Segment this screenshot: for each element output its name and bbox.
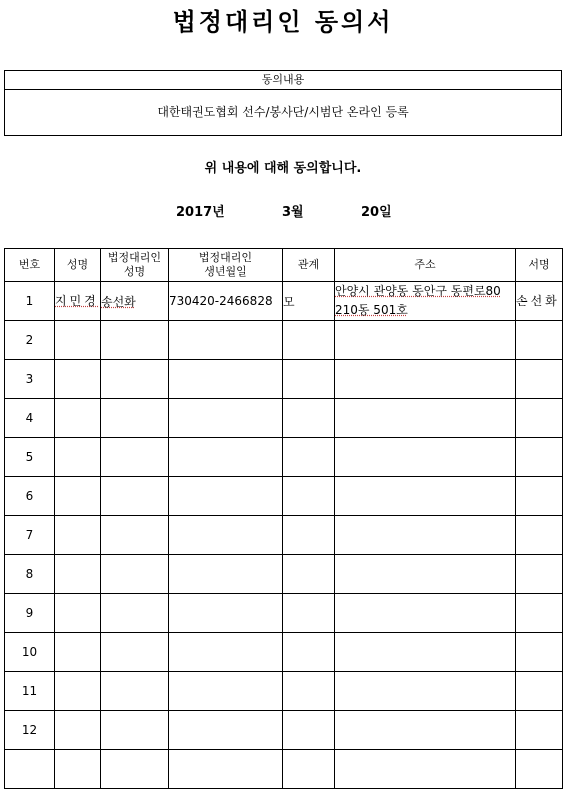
relation[interactable] bbox=[283, 711, 335, 750]
guardian-birthdate[interactable] bbox=[169, 555, 283, 594]
header-signature: 서명 bbox=[516, 249, 563, 282]
signature[interactable] bbox=[516, 360, 563, 399]
guardian-birthdate[interactable] bbox=[169, 438, 283, 477]
row-number: 2 bbox=[5, 321, 55, 360]
guardian-name[interactable] bbox=[101, 321, 169, 360]
signature[interactable] bbox=[516, 321, 563, 360]
relation[interactable] bbox=[283, 321, 335, 360]
guardian-birthdate[interactable] bbox=[169, 477, 283, 516]
guardian-birthdate[interactable] bbox=[169, 360, 283, 399]
guardian-name[interactable] bbox=[101, 555, 169, 594]
signature[interactable] bbox=[516, 672, 563, 711]
student-name[interactable] bbox=[55, 750, 101, 789]
student-name[interactable] bbox=[55, 399, 101, 438]
table-row bbox=[5, 282, 563, 321]
relation[interactable]: 모 bbox=[283, 282, 335, 321]
signature[interactable]: 손선화 bbox=[516, 282, 563, 321]
guardian-name[interactable] bbox=[101, 711, 169, 750]
agreement-content: 대한태권도협회 선수/봉사단/시범단 온라인 등록 bbox=[157, 105, 409, 119]
date-month: 3월 bbox=[282, 205, 304, 220]
address[interactable] bbox=[335, 633, 516, 672]
guardian-birthdate[interactable] bbox=[169, 672, 283, 711]
header-relation: 관계 bbox=[283, 249, 335, 282]
guardian-birthdate[interactable] bbox=[169, 633, 283, 672]
agreement-box bbox=[4, 70, 562, 136]
student-name[interactable] bbox=[55, 672, 101, 711]
table-row bbox=[5, 516, 563, 555]
row-number: 12 bbox=[5, 711, 55, 750]
table-row bbox=[5, 711, 563, 750]
guardian-birthdate[interactable] bbox=[169, 516, 283, 555]
table-row bbox=[5, 750, 563, 789]
header-guardian-birth-line2: 생년월일 bbox=[204, 265, 247, 278]
guardian-name[interactable] bbox=[101, 516, 169, 555]
table-row bbox=[5, 633, 563, 672]
signature[interactable] bbox=[516, 750, 563, 789]
student-name[interactable] bbox=[55, 594, 101, 633]
relation[interactable] bbox=[283, 360, 335, 399]
row-number: 9 bbox=[5, 594, 55, 633]
header-address: 주소 bbox=[335, 249, 516, 282]
relation[interactable] bbox=[283, 555, 335, 594]
consent-table bbox=[4, 248, 563, 789]
row-number: 10 bbox=[5, 633, 55, 672]
relation[interactable] bbox=[283, 672, 335, 711]
table-row bbox=[5, 360, 563, 399]
header-guardian-name-line2: 성명 bbox=[123, 265, 146, 278]
guardian-name[interactable] bbox=[101, 477, 169, 516]
guardian-birthdate[interactable] bbox=[169, 594, 283, 633]
table-row bbox=[5, 321, 563, 360]
student-name[interactable] bbox=[55, 711, 101, 750]
guardian-name[interactable] bbox=[101, 399, 169, 438]
header-guardian-birth-line1: 법정대리인 bbox=[198, 251, 253, 264]
row-number bbox=[5, 750, 55, 789]
address[interactable] bbox=[335, 750, 516, 789]
table-row bbox=[5, 399, 563, 438]
agreement-header: 동의내용 bbox=[5, 71, 561, 90]
relation[interactable] bbox=[283, 438, 335, 477]
signature[interactable] bbox=[516, 477, 563, 516]
table-row bbox=[5, 438, 563, 477]
guardian-birthdate[interactable]: 730420-2466828 bbox=[169, 282, 283, 321]
address[interactable] bbox=[335, 711, 516, 750]
row-number: 7 bbox=[5, 516, 55, 555]
signature[interactable] bbox=[516, 438, 563, 477]
guardian-birthdate[interactable] bbox=[169, 750, 283, 789]
agreement-sentence: 위 내용에 대해 동의합니다. bbox=[204, 161, 362, 176]
address[interactable] bbox=[335, 399, 516, 438]
student-name[interactable] bbox=[55, 477, 101, 516]
table-row bbox=[5, 477, 563, 516]
row-number: 3 bbox=[5, 360, 55, 399]
row-number: 11 bbox=[5, 672, 55, 711]
header-guardian-name-line1: 법정대리인 bbox=[107, 251, 162, 264]
guardian-name[interactable]: 송선화 bbox=[101, 282, 169, 321]
guardian-name[interactable] bbox=[101, 594, 169, 633]
signature[interactable] bbox=[516, 399, 563, 438]
relation[interactable] bbox=[283, 477, 335, 516]
guardian-name[interactable] bbox=[101, 672, 169, 711]
table-row bbox=[5, 594, 563, 633]
relation[interactable] bbox=[283, 516, 335, 555]
student-name[interactable] bbox=[55, 633, 101, 672]
relation[interactable] bbox=[283, 594, 335, 633]
address[interactable]: 안양시 관양동 동안구 동편로80 210동 501호 bbox=[335, 282, 516, 321]
address[interactable] bbox=[335, 594, 516, 633]
student-name[interactable] bbox=[55, 321, 101, 360]
relation[interactable] bbox=[283, 633, 335, 672]
guardian-name[interactable] bbox=[101, 438, 169, 477]
row-number: 5 bbox=[5, 438, 55, 477]
row-number: 1 bbox=[5, 282, 55, 321]
row-number: 8 bbox=[5, 555, 55, 594]
row-number: 4 bbox=[5, 399, 55, 438]
header-guardian-birth bbox=[169, 249, 283, 282]
signature[interactable] bbox=[516, 555, 563, 594]
header-no: 번호 bbox=[5, 249, 55, 282]
signature[interactable] bbox=[516, 594, 563, 633]
row-number: 6 bbox=[5, 477, 55, 516]
student-name[interactable]: 지민경 bbox=[55, 282, 101, 321]
address[interactable] bbox=[335, 516, 516, 555]
address[interactable] bbox=[335, 477, 516, 516]
guardian-name[interactable] bbox=[101, 360, 169, 399]
relation[interactable] bbox=[283, 750, 335, 789]
address[interactable] bbox=[335, 672, 516, 711]
guardian-birthdate[interactable] bbox=[169, 399, 283, 438]
table-row bbox=[5, 555, 563, 594]
header-name: 성명 bbox=[55, 249, 101, 282]
guardian-name[interactable] bbox=[101, 750, 169, 789]
date-day: 20일 bbox=[361, 205, 392, 220]
header-guardian-name bbox=[101, 249, 169, 282]
student-name[interactable] bbox=[55, 516, 101, 555]
address[interactable] bbox=[335, 555, 516, 594]
date-year: 2017년 bbox=[176, 205, 225, 220]
signature[interactable] bbox=[516, 711, 563, 750]
guardian-birthdate[interactable] bbox=[169, 711, 283, 750]
student-name[interactable] bbox=[55, 360, 101, 399]
document-title: 법정대리인 동의서 bbox=[172, 8, 394, 36]
student-name[interactable] bbox=[55, 438, 101, 477]
address[interactable] bbox=[335, 360, 516, 399]
address[interactable] bbox=[335, 438, 516, 477]
relation[interactable] bbox=[283, 399, 335, 438]
guardian-birthdate[interactable] bbox=[169, 321, 283, 360]
table-row bbox=[5, 672, 563, 711]
address[interactable] bbox=[335, 321, 516, 360]
signature[interactable] bbox=[516, 633, 563, 672]
table-header-row bbox=[5, 249, 563, 282]
student-name[interactable] bbox=[55, 555, 101, 594]
signature[interactable] bbox=[516, 516, 563, 555]
guardian-name[interactable] bbox=[101, 633, 169, 672]
